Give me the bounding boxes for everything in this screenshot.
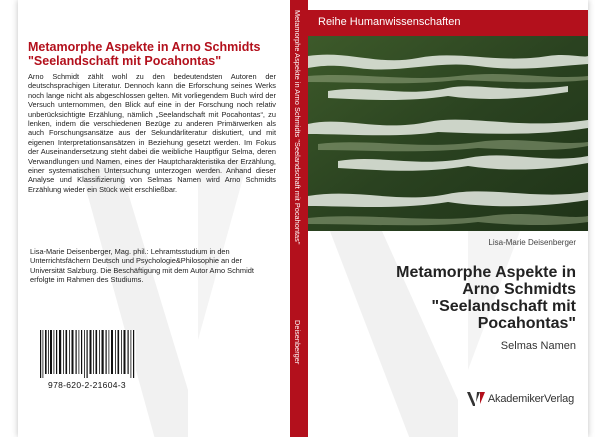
author-bio: Lisa-Marie Deisenberger, Mag. phil.: Lehramtsstudium in den Unterrichtsfächern Deutsch und Psychologie&Philosophie an der Universität Salzburg. Die Beschäftigung mit dem Autor Arno Schmidt erfolgte im Rahmen des Studiums. — [30, 247, 254, 285]
spine-author: Deisenberger — [293, 320, 302, 365]
isbn: 978-620-2-21604-3 — [48, 380, 126, 390]
av-logo-icon — [467, 392, 485, 406]
barcode — [38, 330, 136, 378]
back-blurb: Arno Schmidt zählt wohl zu den bedeutendsten Autoren der deutschsprachigen Literatur. Dennoch kann die Erforschung seines Werks noch lange nicht als abgeschlossen gelten. Mit vorliegendem Buch wird der Versuch unternommen, den Blick auf eine in der Forschung noch relativ unberücksichtigte Erzählung, nämlich „Seelandschaft mit Pocahontas“, zu lenken, indem die verschiedenen Bezüge zu anderen Primärwerken als auch Forschungsansätze aus der Sekundärliteratur diskutiert, und mit eigenen Interpretationsansätzen in Beziehung gesetzt werden. Im Fokus der Auseinandersetzung steht dabei die weibliche Hauptfigur Selma, deren Verwandlungen und Namen, eines der Hauptcharakteristika der Erzählung, einer systematischen Untersuchung unterzogen werden. Anhand dieser Analyse und Klassifizierung von Selmas Namen wird Arno Schmidts Erzählung wieder ein Stück weit erschließbar. — [28, 72, 276, 194]
back-title — [28, 40, 276, 68]
back-title-line-2: "Seelandschaft mit Pocahontas" — [28, 54, 222, 68]
cover-photo — [308, 36, 588, 231]
spine-title: Metamorphe Aspekte in Arno Schmidts "Seelandschaft mit Pocahontas" — [293, 10, 302, 245]
front-title-line-4: Pocahontas" — [477, 315, 576, 332]
front-title-line-1: Metamorphe Aspekte in — [396, 264, 576, 281]
front-title-line-2: Arno Schmidts — [462, 281, 576, 298]
barcode-icon — [38, 330, 136, 378]
publisher-name — [488, 393, 574, 405]
publisher-name-b: Verlag — [544, 393, 574, 405]
series-banner — [308, 10, 588, 36]
front-cover — [308, 0, 588, 437]
front-title-line-3: "Seelandschaft mit — [431, 298, 576, 315]
publisher-logo — [467, 392, 574, 406]
back-cover — [18, 0, 290, 437]
front-title — [336, 264, 576, 332]
series-label: Reihe Humanwissenschaften — [318, 16, 461, 28]
front-author: Lisa-Marie Deisenberger — [488, 238, 576, 247]
back-title-line-1: Metamorphe Aspekte in Arno Schmidts — [28, 40, 261, 54]
book-cover — [18, 0, 588, 437]
front-subtitle: Selmas Namen — [500, 340, 576, 352]
water-reflection-image — [308, 36, 588, 231]
spine — [290, 0, 308, 437]
publisher-name-a: Akademiker — [487, 393, 544, 405]
publisher-watermark-icon — [78, 160, 278, 437]
